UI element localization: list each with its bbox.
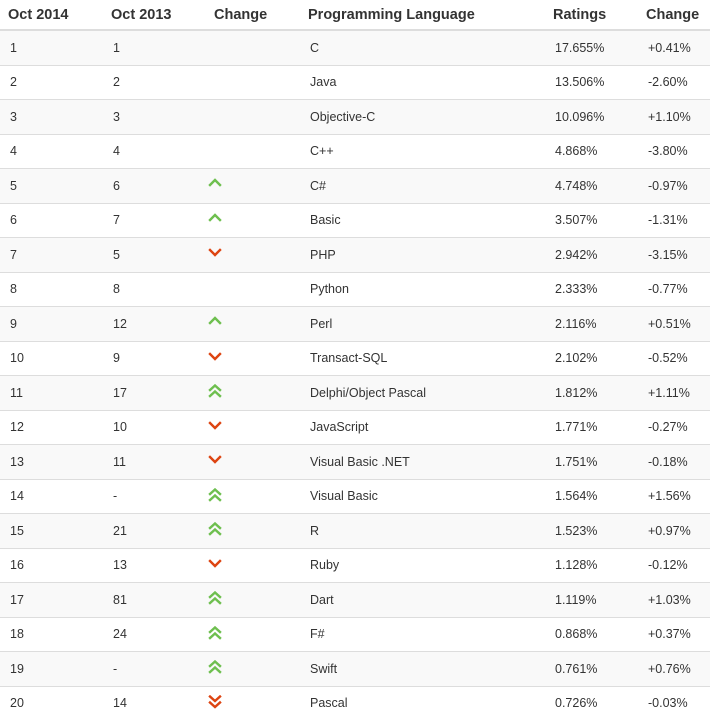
chevron-down-icon <box>208 453 224 467</box>
rating-cell: 4.748% <box>545 169 638 204</box>
rating-cell: 4.868% <box>545 134 638 169</box>
current-rank-cell: 15 <box>0 514 103 549</box>
trend-cell <box>206 514 300 549</box>
current-rank-cell: 11 <box>0 376 103 411</box>
table-row <box>0 134 710 169</box>
current-rank-cell: 3 <box>0 100 103 135</box>
language-cell: C <box>300 30 545 65</box>
change-cell: -0.52% <box>638 341 710 376</box>
previous-rank-cell: 8 <box>103 272 206 307</box>
rating-cell: 0.726% <box>545 686 638 720</box>
previous-rank-cell: 11 <box>103 445 206 480</box>
trend-cell <box>206 583 300 618</box>
language-cell: PHP <box>300 238 545 273</box>
current-rank-cell: 6 <box>0 203 103 238</box>
trend-cell <box>206 169 300 204</box>
header-ratings: Ratings <box>545 0 638 30</box>
language-cell: Perl <box>300 307 545 342</box>
table-row <box>0 272 710 307</box>
previous-rank-cell: 13 <box>103 548 206 583</box>
change-cell: -3.15% <box>638 238 710 273</box>
table-row <box>0 686 710 720</box>
table-row <box>0 583 710 618</box>
language-cell: Python <box>300 272 545 307</box>
trend-cell <box>206 652 300 687</box>
table-row <box>0 30 710 65</box>
current-rank-cell: 8 <box>0 272 103 307</box>
previous-rank-cell: - <box>103 652 206 687</box>
change-cell: +1.56% <box>638 479 710 514</box>
current-rank-cell: 20 <box>0 686 103 720</box>
change-cell: -0.97% <box>638 169 710 204</box>
language-cell: Ruby <box>300 548 545 583</box>
rating-cell: 1.751% <box>545 445 638 480</box>
language-cell: Swift <box>300 652 545 687</box>
table-row <box>0 203 710 238</box>
trend-cell <box>206 100 300 135</box>
language-cell: Objective-C <box>300 100 545 135</box>
rating-cell: 13.506% <box>545 65 638 100</box>
rating-cell: 10.096% <box>545 100 638 135</box>
table-row <box>0 169 710 204</box>
change-cell: +0.76% <box>638 652 710 687</box>
rating-cell: 2.116% <box>545 307 638 342</box>
table-body <box>0 30 710 720</box>
table-row <box>0 238 710 273</box>
previous-rank-cell: 10 <box>103 410 206 445</box>
current-rank-cell: 13 <box>0 445 103 480</box>
chevron-down-icon <box>208 419 224 433</box>
rating-cell: 0.868% <box>545 617 638 652</box>
chevron-up-icon <box>208 212 224 226</box>
previous-rank-cell: 24 <box>103 617 206 652</box>
change-cell: +1.11% <box>638 376 710 411</box>
rating-cell: 1.119% <box>545 583 638 618</box>
change-cell: -0.27% <box>638 410 710 445</box>
table-row <box>0 307 710 342</box>
table-row <box>0 410 710 445</box>
change-cell: -0.03% <box>638 686 710 720</box>
trend-cell <box>206 445 300 480</box>
previous-rank-cell: 7 <box>103 203 206 238</box>
previous-rank-cell: 1 <box>103 30 206 65</box>
trend-cell <box>206 341 300 376</box>
table-row <box>0 514 710 549</box>
table-row <box>0 100 710 135</box>
change-cell: +1.10% <box>638 100 710 135</box>
rating-cell: 0.761% <box>545 652 638 687</box>
language-cell: R <box>300 514 545 549</box>
trend-cell <box>206 272 300 307</box>
double-chevron-down-icon <box>208 695 224 709</box>
current-rank-cell: 10 <box>0 341 103 376</box>
previous-rank-cell: 5 <box>103 238 206 273</box>
header-trend: Change <box>206 0 300 30</box>
table-header <box>0 0 710 30</box>
rating-cell: 1.812% <box>545 376 638 411</box>
previous-rank-cell: 3 <box>103 100 206 135</box>
trend-cell <box>206 376 300 411</box>
table-row <box>0 652 710 687</box>
table-row <box>0 65 710 100</box>
language-cell: Basic <box>300 203 545 238</box>
table-row <box>0 376 710 411</box>
chevron-up-icon <box>208 177 224 191</box>
rating-cell: 3.507% <box>545 203 638 238</box>
trend-cell <box>206 479 300 514</box>
current-rank-cell: 18 <box>0 617 103 652</box>
current-rank-cell: 16 <box>0 548 103 583</box>
current-rank-cell: 14 <box>0 479 103 514</box>
previous-rank-cell: - <box>103 479 206 514</box>
change-cell: +0.97% <box>638 514 710 549</box>
language-cell: C# <box>300 169 545 204</box>
chevron-down-icon <box>208 557 224 571</box>
previous-rank-cell: 9 <box>103 341 206 376</box>
header-previous-rank: Oct 2013 <box>103 0 206 30</box>
language-cell: Delphi/Object Pascal <box>300 376 545 411</box>
change-cell: -0.77% <box>638 272 710 307</box>
previous-rank-cell: 81 <box>103 583 206 618</box>
current-rank-cell: 9 <box>0 307 103 342</box>
current-rank-cell: 12 <box>0 410 103 445</box>
change-cell: -0.18% <box>638 445 710 480</box>
double-chevron-up-icon <box>208 522 224 536</box>
trend-cell <box>206 686 300 720</box>
rating-cell: 1.771% <box>545 410 638 445</box>
double-chevron-up-icon <box>208 591 224 605</box>
language-cell: Visual Basic .NET <box>300 445 545 480</box>
language-cell: F# <box>300 617 545 652</box>
chevron-down-icon <box>208 246 224 260</box>
previous-rank-cell: 4 <box>103 134 206 169</box>
table-row <box>0 445 710 480</box>
change-cell: +1.03% <box>638 583 710 618</box>
chevron-up-icon <box>208 315 224 329</box>
table-row <box>0 341 710 376</box>
language-cell: Pascal <box>300 686 545 720</box>
previous-rank-cell: 21 <box>103 514 206 549</box>
previous-rank-cell: 6 <box>103 169 206 204</box>
header-row <box>0 0 710 30</box>
trend-cell <box>206 238 300 273</box>
current-rank-cell: 4 <box>0 134 103 169</box>
rating-cell: 2.333% <box>545 272 638 307</box>
current-rank-cell: 2 <box>0 65 103 100</box>
trend-cell <box>206 548 300 583</box>
previous-rank-cell: 17 <box>103 376 206 411</box>
chevron-down-icon <box>208 350 224 364</box>
language-cell: Dart <box>300 583 545 618</box>
rating-cell: 2.942% <box>545 238 638 273</box>
previous-rank-cell: 12 <box>103 307 206 342</box>
language-cell: Java <box>300 65 545 100</box>
current-rank-cell: 19 <box>0 652 103 687</box>
change-cell: -1.31% <box>638 203 710 238</box>
trend-cell <box>206 410 300 445</box>
trend-cell <box>206 203 300 238</box>
table-row <box>0 548 710 583</box>
table-row <box>0 617 710 652</box>
change-cell: +0.37% <box>638 617 710 652</box>
trend-cell <box>206 307 300 342</box>
double-chevron-up-icon <box>208 488 224 502</box>
language-cell: JavaScript <box>300 410 545 445</box>
change-cell: -3.80% <box>638 134 710 169</box>
trend-cell <box>206 617 300 652</box>
current-rank-cell: 17 <box>0 583 103 618</box>
double-chevron-up-icon <box>208 660 224 674</box>
rating-cell: 17.655% <box>545 30 638 65</box>
change-cell: -0.12% <box>638 548 710 583</box>
table-row <box>0 479 710 514</box>
current-rank-cell: 1 <box>0 30 103 65</box>
rating-cell: 2.102% <box>545 341 638 376</box>
change-cell: +0.51% <box>638 307 710 342</box>
trend-cell <box>206 65 300 100</box>
current-rank-cell: 5 <box>0 169 103 204</box>
change-cell: -2.60% <box>638 65 710 100</box>
double-chevron-up-icon <box>208 384 224 398</box>
language-cell: Transact-SQL <box>300 341 545 376</box>
language-cell: Visual Basic <box>300 479 545 514</box>
header-current-rank: Oct 2014 <box>0 0 103 30</box>
language-cell: C++ <box>300 134 545 169</box>
previous-rank-cell: 2 <box>103 65 206 100</box>
rating-cell: 1.564% <box>545 479 638 514</box>
double-chevron-up-icon <box>208 626 224 640</box>
previous-rank-cell: 14 <box>103 686 206 720</box>
trend-cell <box>206 134 300 169</box>
header-change: Change <box>638 0 710 30</box>
current-rank-cell: 7 <box>0 238 103 273</box>
trend-cell <box>206 30 300 65</box>
rating-cell: 1.523% <box>545 514 638 549</box>
rating-cell: 1.128% <box>545 548 638 583</box>
header-language: Programming Language <box>300 0 545 30</box>
change-cell: +0.41% <box>638 30 710 65</box>
